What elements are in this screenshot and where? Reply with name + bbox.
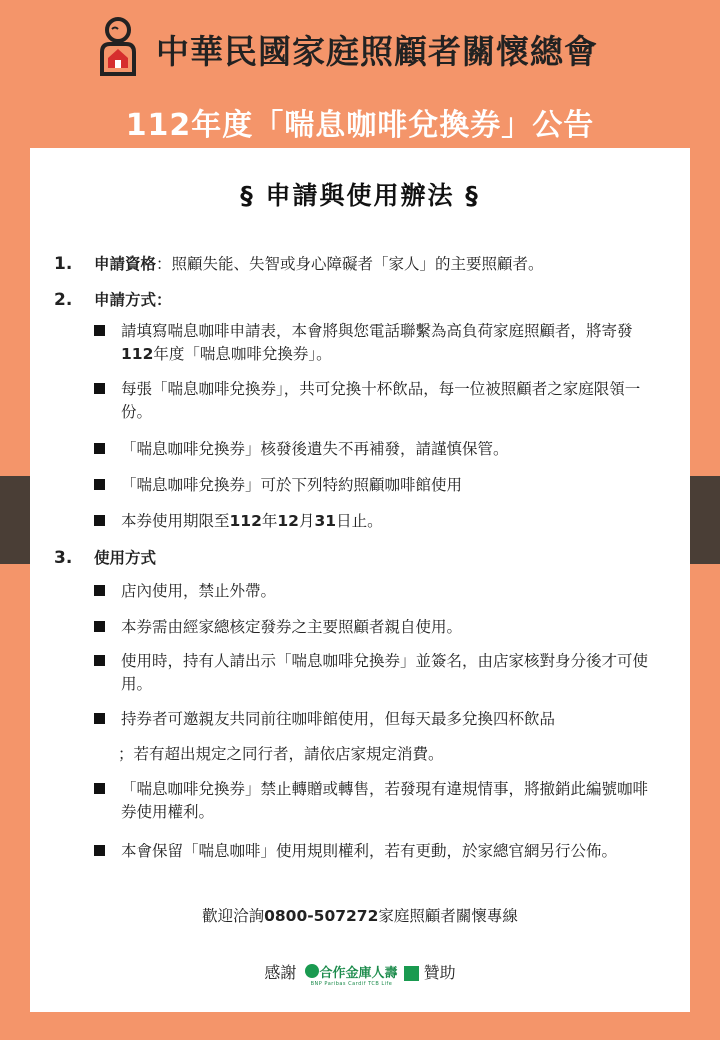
bullet-square-icon: [94, 713, 105, 724]
bullet-square-icon: [94, 443, 105, 454]
list-item-eligibility: [54, 252, 544, 274]
bullet-text: 「喘息咖啡兌換券」核發後遺失不再補發，請謹慎保管。: [121, 440, 509, 458]
bullet-text: 本券需由經家總核定發券之主要照顧者親自使用。: [121, 618, 463, 636]
header: [0, 0, 720, 148]
bullet-square-icon: [94, 479, 105, 490]
bullet-text: 持券者可邀親友共同前往咖啡館使用，但每天最多兌換四杯飲品: [121, 710, 556, 728]
bullet-text: 請填寫喘息咖啡申請表，本會將與您電話聯繫為高負荷家庭照顧者，將寄發112年度「喘息咖啡兌換券」。: [121, 322, 633, 363]
sponsor-suffix: 贊助: [423, 963, 456, 982]
list-item-usage: [54, 546, 156, 568]
list-item: [94, 378, 654, 424]
announcement-title: 112年度「喘息咖啡兌換券」公告: [125, 108, 595, 143]
bullet-text: 本券使用期限至112年12月31日止。: [121, 512, 383, 530]
bullet-text: 本會保留「喘息咖啡」使用規則權利，若有更動，於家總官網另行公佈。: [121, 842, 618, 860]
item-text: ：照顧失能、失智或身心障礙者「家人」的主要照顧者。: [156, 255, 544, 273]
item-number: 2.: [54, 290, 73, 310]
sponsor-line: [30, 960, 690, 987]
list-item: [94, 438, 654, 461]
bullet-text: 店內使用，禁止外帶。: [121, 582, 277, 600]
bullet-square-icon: [94, 783, 105, 794]
list-item-validity: [94, 510, 654, 533]
sponsor-thanks: 感謝: [264, 963, 297, 982]
contact-line: 歡迎洽詢0800-507272家庭照顧者關懷專線: [202, 907, 518, 925]
list-item: [94, 650, 654, 696]
sponsor-mark-icon: [404, 966, 419, 981]
bullet-text: 「喘息咖啡兌換券」禁止轉贈或轉售，若發現有違規情事，將撤銷此編號咖啡券使用權利。: [121, 780, 649, 821]
sponsor-logo-icon: 合作金庫人壽 BNP Paribas Cardif TCB Life: [305, 961, 397, 987]
list-item: [94, 580, 654, 603]
org-name: 中華民國家庭照顧者關懷總會: [156, 32, 598, 71]
bullet-square-icon: [94, 845, 105, 856]
list-item: [94, 320, 654, 366]
list-item: [94, 840, 654, 863]
bullet-square-icon: [94, 621, 105, 632]
family-care-logo-icon: [96, 16, 140, 78]
bullet-square-icon: [94, 325, 105, 336]
section-title: § 申請與使用辦法 §: [240, 181, 480, 210]
item-label: 申請方式：: [94, 291, 172, 309]
bullet-square-icon: [94, 655, 105, 666]
hotline-number: 0800-507272: [264, 907, 379, 925]
list-item-apply-method: [54, 288, 172, 310]
item-label: 使用方式: [94, 549, 157, 567]
item-label: 申請資格: [94, 255, 157, 273]
list-item: [94, 778, 654, 824]
bullet-square-icon: [94, 515, 105, 526]
bullet-continuation: ；若有超出規定之同行者，請依店家規定消費。: [118, 745, 444, 763]
list-item: [94, 708, 654, 731]
bullet-text: 「喘息咖啡兌換券」可於下列特約照顧咖啡館使用: [121, 476, 463, 494]
list-item: [94, 616, 654, 639]
item-number: 1.: [54, 254, 73, 274]
content-card: [30, 148, 690, 1012]
bullet-text: 每張「喘息咖啡兌換券」，共可兌換十杯飲品，每一位被照顧者之家庭限領一份。: [121, 380, 641, 421]
item-number: 3.: [54, 548, 73, 568]
bullet-square-icon: [94, 585, 105, 596]
bullet-square-icon: [94, 383, 105, 394]
list-item: [94, 474, 654, 497]
bullet-text: 使用時，持有人請出示「喘息咖啡兌換券」並簽名，由店家核對身分後才可使用。: [121, 652, 649, 693]
